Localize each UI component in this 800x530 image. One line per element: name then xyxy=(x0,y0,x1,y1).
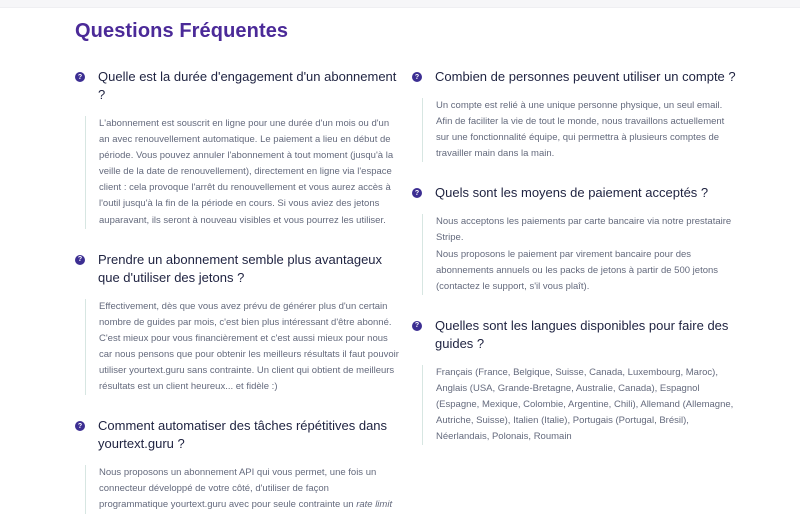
faq-answer-text xyxy=(99,465,400,513)
faq-item xyxy=(75,251,400,396)
faq-question-text: Quels sont les moyens de paiement acceptés ? xyxy=(435,185,709,201)
faq-item xyxy=(412,184,737,294)
question-circle-icon: ? xyxy=(412,188,422,198)
faq-answer-text: Un compte est relié à une unique personne physique, un seul email. Afin de faciliter la vie de tout le monde, nous travaillons actuellement sur une fonctionnalité équipe, qui permettra à plusieurs comptes de travailler main dans la main. xyxy=(436,100,725,160)
faq-column-right xyxy=(412,68,737,445)
faq-question-text: Quelles sont les langues disponibles pour faire des guides ? xyxy=(435,317,729,351)
faq-question[interactable] xyxy=(412,68,737,86)
faq-item xyxy=(412,68,737,162)
faq-answer-emphasis: rate limit xyxy=(356,499,393,511)
faq-column-left xyxy=(75,68,400,514)
faq-answer-text-2: Nous proposons le paiement par virement bancaire pour des abonnements annuels ou les packs de jetons à partir de 500 jetons (contactez le support, s'il vous plaît). xyxy=(436,248,719,292)
question-circle-icon: ? xyxy=(75,255,85,265)
faq-question[interactable] xyxy=(75,417,400,453)
faq-question-text: Comment automatiser des tâches répétitives dans yourtext.guru ? xyxy=(98,418,388,452)
faq-item xyxy=(75,417,400,513)
question-circle-icon: ? xyxy=(412,72,422,82)
question-circle-icon: ? xyxy=(75,421,85,431)
faq-answer xyxy=(422,365,737,445)
faq-answer xyxy=(85,116,400,229)
top-bar xyxy=(0,0,800,8)
question-circle-icon: ? xyxy=(75,72,85,82)
question-circle-icon: ? xyxy=(412,321,422,331)
faq-question[interactable] xyxy=(75,68,400,104)
faq-question[interactable] xyxy=(75,251,400,287)
faq-item xyxy=(75,68,400,229)
faq-answer-text: L'abonnement est souscrit en ligne pour une durée d'un mois ou d'un an avec renouvellement automatique. Le paiement a lieu en début de période. Vous pouvez annuler l'abonnement à tout moment (jusqu'à la veille de la date de renouvellement), directement en ligne via l'espace client : cela provoque l'arrêt du renouvellement et vous aurez accès à l'outil jusqu'à la fin de la période en cours. Si vous aviez des jetons auparavant, ils seront à nouveau visibles et vous pourrez les utiliser. xyxy=(99,118,394,226)
faq-question[interactable] xyxy=(412,184,737,202)
faq-answer xyxy=(85,299,400,396)
faq-question-text: Prendre un abonnement semble plus avantageux que d'utiliser des jetons ? xyxy=(98,251,383,285)
faq-question-text: Quelle est la durée d'engagement d'un abonnement ? xyxy=(98,69,397,102)
page-title: Questions Fréquentes xyxy=(75,20,289,42)
faq-answer-text: Nous acceptons les paiements par carte bancaire via notre prestataire Stripe. xyxy=(436,216,732,244)
faq-item xyxy=(412,317,737,445)
faq-answer xyxy=(422,98,737,162)
faq-question-text: Combien de personnes peuvent utiliser un compte ? xyxy=(435,69,736,84)
faq-answer xyxy=(85,465,400,513)
faq-question[interactable] xyxy=(412,317,737,353)
faq-answer xyxy=(422,214,737,294)
faq-answer-text: Effectivement, dès que vous avez prévu de générer plus d'un certain nombre de guides par mois, c'est bien plus intéressant d'être abonné. C'est mieux pour vous financièrement et c'est aussi mieux pour nous car nous pensons que pour obtenir les meilleurs résultats il faut pouvoir utiliser yourtext.guru sans contrainte. Un client qui obtient de meilleurs résultats est un client heureux... et fidèle :) xyxy=(99,300,399,393)
faq-answer-text: Français (France, Belgique, Suisse, Canada, Luxembourg, Maroc), Anglais (USA, Grande-Bretagne, Australie, Canada), Espagnol (Espagne, Mexique, Colombie, Argentine, Chili), Allemand (Allemagne, Autriche, Suisse), Italien (Italie), Portugais (Portugal, Brésil), Néerlandais, Polonais, Roumain xyxy=(436,366,734,443)
faq-answer-text-main: Nous proposons un abonnement API qui vous permet, une fois un connecteur développé de votre côté, d'utiliser de façon programmatique yourtext.guru avec pour seule contrainte un xyxy=(99,467,377,511)
